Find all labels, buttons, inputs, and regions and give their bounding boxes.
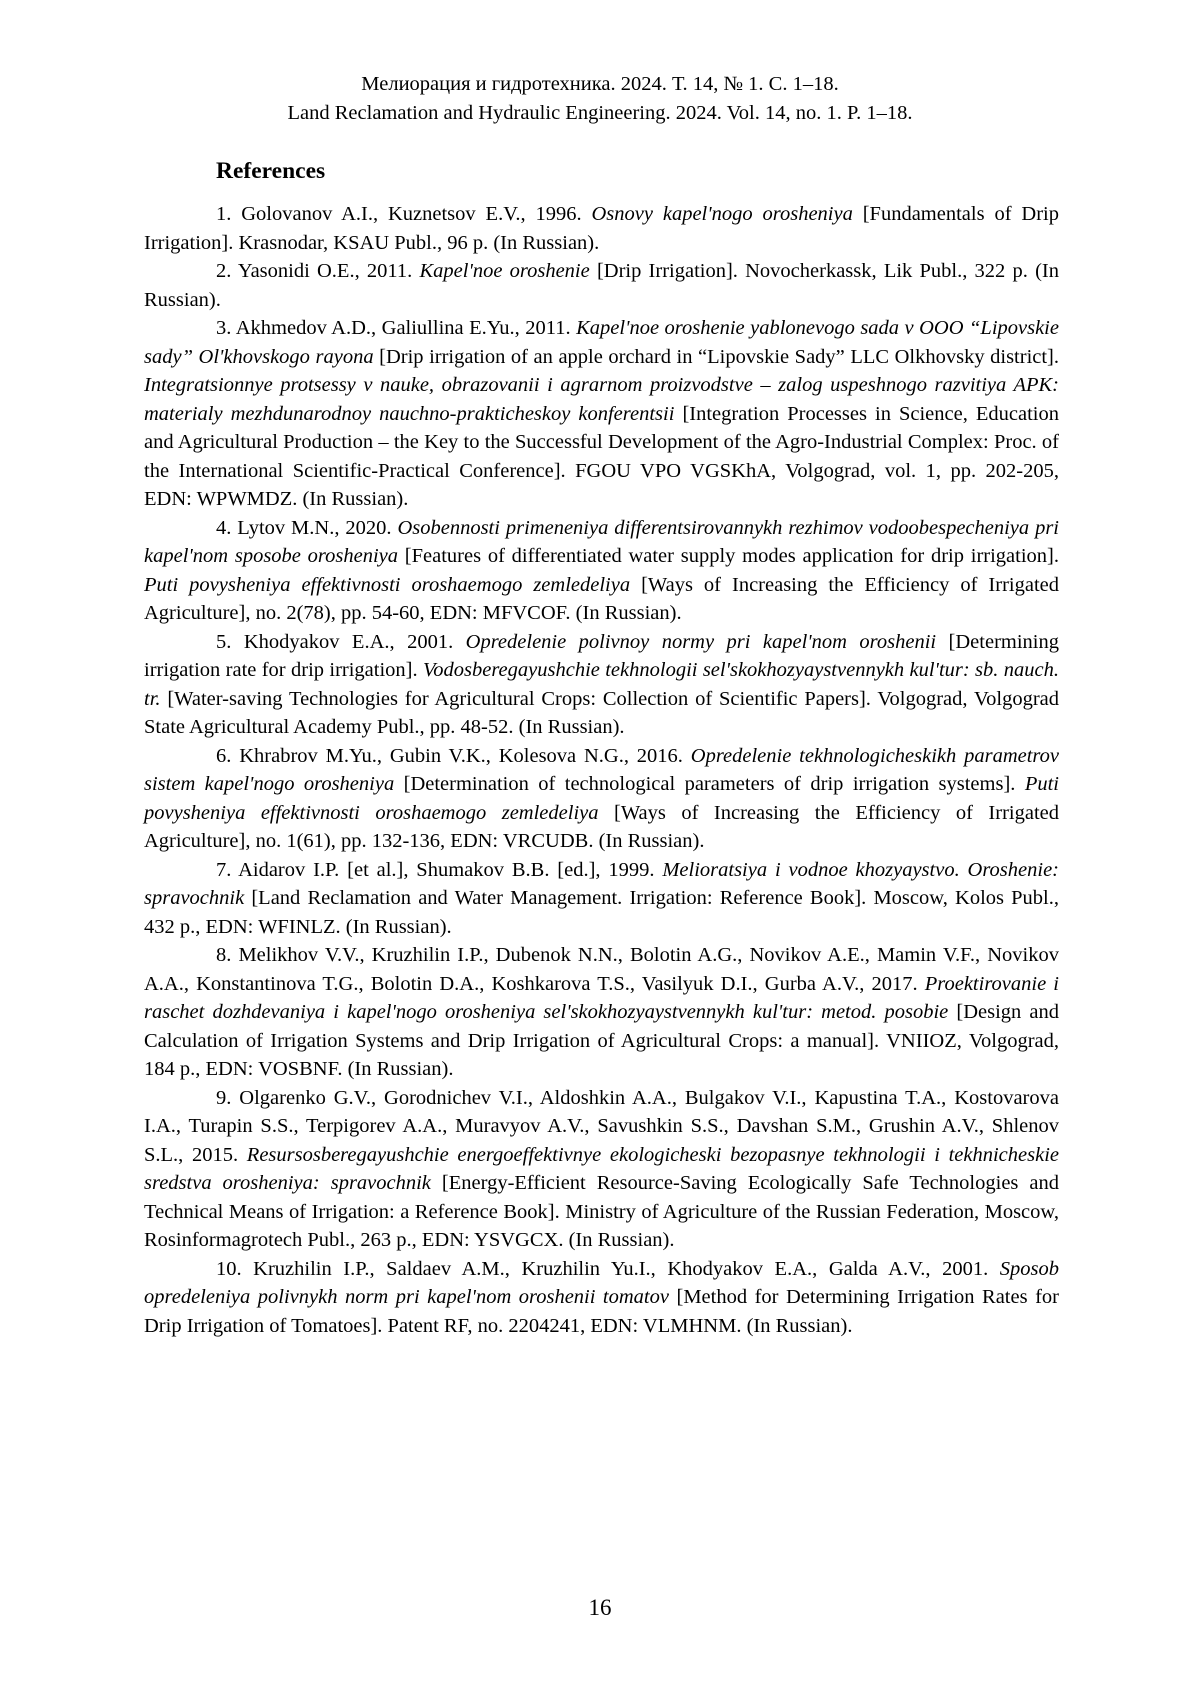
reference-title-italic: Sposob opredeleniya polivnykh norm pri kapel'nom oroshenii tomatov	[144, 1257, 1059, 1308]
reference-item	[144, 856, 1059, 942]
reference-text: 5. Khodyakov E.A., 2001.	[216, 630, 466, 653]
reference-item	[144, 514, 1059, 628]
reference-text: 8. Melikhov V.V., Kruzhilin I.P., Dubenok N.N., Bolotin A.G., Novikov A.E., Mamin V.F., Novikov A.A., Konstantinova T.G., Bolotin D.A., Koshkarova T.S., Vasilyuk D.I., Gurba A.V., 2017.	[144, 944, 1059, 995]
reference-text: [Ways of Increasing the Efficiency of Irrigated Agriculture], no. 1(61), pp. 132-136, EDN: VRCUDB. (In Russian).	[144, 801, 1059, 852]
reference-text: 6. Khrabrov M.Yu., Gubin V.K., Kolesova N.G., 2016.	[216, 744, 691, 767]
reference-text: 9. Olgarenko G.V., Gorodnichev V.I., Aldoshkin A.A., Bulgakov V.I., Kapustina T.A., Kostovarova I.A., Turapin S.S., Terpigorev A.A., Muravyov A.V., Savushkin S.S., Davshan S.M., Grushin A.V., Shlenov S.L., 2015.	[144, 1086, 1059, 1166]
journal-citation-ru: Мелиорация и гидротехника. 2024. Т. 14, № 1. С. 1–18.	[361, 73, 839, 95]
reference-text: [Fundamentals of Drip Irrigation]. Krasnodar, KSAU Publ., 96 p. (In Russian).	[144, 203, 1059, 254]
reference-title-italic: Puti povysheniya effektivnosti oroshaemogo zemledeliya	[144, 573, 631, 596]
reference-title-italic: Opredelenie polivnoy normy pri kapel'nom oroshenii	[465, 630, 937, 653]
reference-item	[144, 742, 1059, 856]
reference-text: [Determining irrigation rate for drip irrigation].	[144, 630, 1059, 681]
reference-title-italic: Osobennosti primeneniya differentsirovannykh rezhimov vodoobespecheniya pri kapel'nom sposobe orosheniya	[144, 516, 1060, 567]
reference-title-italic: Melioratsiya i vodnoe khozyaystvo. Oroshenie: spravochnik	[144, 858, 1059, 909]
reference-text: [Drip irrigation of an apple orchard in “Lipovskie Sady” LLC Olkhovsky district].	[373, 345, 1060, 368]
reference-title-italic: Puti povysheniya effektivnosti oroshaemogo zemledeliya	[144, 773, 1059, 824]
reference-text: [Integration Processes in Science, Education and Agricultural Production – the Key to the Successful Development of the Agro-Industrial Complex: Proc. of the International Scientific-Practical Conference]. FGOU VPO VGSKhA, Volgograd, vol. 1, pp. 202-205, EDN: WPWMDZ. (In Russian).	[144, 402, 1059, 510]
reference-item	[144, 200, 1059, 257]
reference-list	[144, 200, 1059, 1340]
reference-title-italic: Osnovy kapel'nogo orosheniya	[591, 203, 853, 225]
reference-text: 1. Golovanov A.I., Kuznetsov E.V., 1996.	[216, 203, 592, 225]
section-title: References	[216, 158, 326, 184]
reference-item	[144, 314, 1059, 514]
reference-title-italic: Proektirovanie i raschet dozhdevaniya i kapel'nogo orosheniya sel'skokhozyaystvennykh kul'tur: metod. posobie	[144, 972, 1059, 1023]
reference-text: [Method for Determining Irrigation Rates for Drip Irrigation of Tomatoes]. Patent RF, no. 2204241, EDN: VLMHNM. (In Russian).	[144, 1286, 1059, 1337]
reference-title-italic: Kapel'noe oroshenie	[419, 260, 590, 282]
page-number: 16	[588, 1595, 612, 1620]
reference-text: [Determination of technological parameters of drip irrigation systems].	[394, 773, 1025, 795]
reference-item	[144, 257, 1059, 314]
reference-item	[144, 628, 1059, 742]
reference-text: [Land Reclamation and Water Management. Irrigation: Reference Book]. Moscow, Kolos Publ., 432 p., EDN: WFINLZ. (In Russian).	[144, 887, 1059, 938]
reference-text: [Design and Calculation of Irrigation Systems and Drip Irrigation of Agricultural Crops: a manual]. VNIIOZ, Volgograd, 184 p., EDN: VOSBNF. (In Russian).	[144, 1001, 1059, 1080]
reference-text: [Energy-Efficient Resource-Saving Ecologically Safe Technologies and Technical Means of Irrigation: a Reference Book]. Ministry of Agriculture of the Russian Federation, Moscow, Rosinformagrotech Publ., 263 p., EDN: YSVGCX. (In Russian).	[144, 1172, 1059, 1251]
reference-item	[144, 1084, 1059, 1255]
reference-text: [Ways of Increasing the Efficiency of Irrigated Agriculture], no. 2(78), pp. 54-60, EDN: MFVCOF. (In Russian).	[144, 573, 1059, 624]
reference-text: 2. Yasonidi O.E., 2011.	[216, 260, 420, 282]
reference-title-italic: Integratsionnye protsessy v nauke, obrazovanii i agrarnom proizvodstve – zalog uspeshnogo razvitiya APK: materialy mezhdunarodnoy nauchno-prakticheskoy konferentsii	[144, 374, 1059, 425]
reference-title-italic: Opredelenie tekhnologicheskikh parametrov sistem kapel'nogo orosheniya	[144, 744, 1059, 795]
reference-title-italic: Vodosberegayushchie tekhnologii sel'skokhozyaystvennykh kul'tur: sb. nauch. tr.	[144, 659, 1059, 710]
reference-text: 10. Kruzhilin I.P., Saldaev A.M., Kruzhilin Yu.I., Khodyakov E.A., Galda A.V., 2001.	[216, 1257, 1000, 1280]
reference-text: 7. Aidarov I.P. [et al.], Shumakov B.B. [ed.], 1999.	[216, 858, 663, 881]
reference-text: 3. Akhmedov A.D., Galiullina E.Yu., 2011.	[216, 317, 577, 339]
reference-text: 4. Lytov M.N., 2020.	[216, 516, 398, 539]
reference-text: [Drip Irrigation]. Novocherkassk, Lik Publ., 322 p. (In Russian).	[144, 260, 1060, 311]
reference-text: [Features of differentiated water supply modes application for drip irrigation].	[398, 545, 1059, 567]
journal-citation-en: Land Reclamation and Hydraulic Engineering. 2024. Vol. 14, no. 1. P. 1–18.	[287, 102, 913, 124]
reference-item	[144, 941, 1059, 1084]
reference-title-italic: Resursosberegayushchie energoeffektivnye ekologicheski bezopasnye tekhnologii i tekhnicheskie sredstva orosheniya: spravochnik	[144, 1143, 1059, 1194]
reference-title-italic: Kapel'noe oroshenie yablonevogo sada v OOO “Lipovskie sady” Ol'khovskogo rayona	[144, 317, 1059, 368]
reference-text: [Water-saving Technologies for Agricultural Crops: Collection of Scientific Papers]. Volgograd, Volgograd State Agricultural Academy Publ., pp. 48-52. (In Russian).	[144, 687, 1059, 738]
reference-item	[144, 1255, 1059, 1341]
running-head	[0, 70, 1200, 128]
